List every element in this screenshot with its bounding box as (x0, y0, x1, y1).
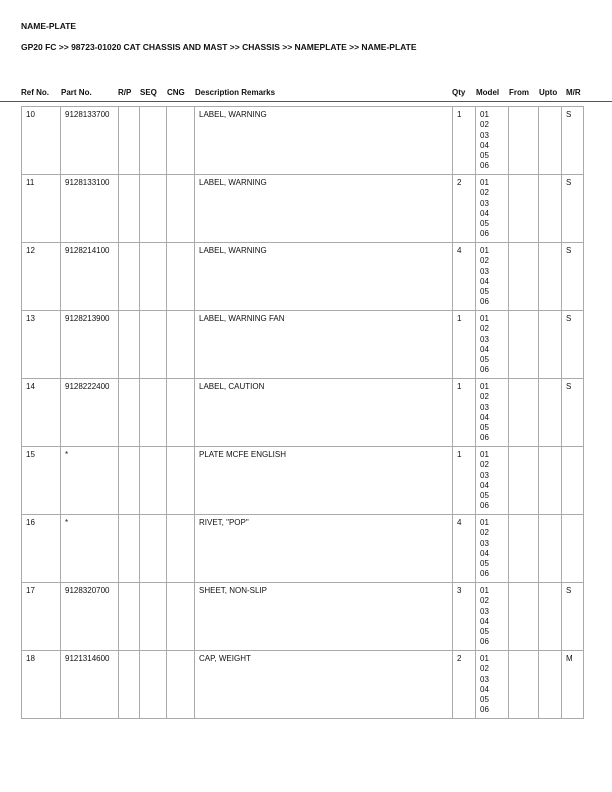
cell-qty: 1 (453, 447, 476, 515)
cell-cng (167, 447, 195, 515)
model-code: 05 (480, 491, 489, 501)
cell-rp (119, 175, 140, 243)
page-title: NAME-PLATE (21, 21, 77, 31)
model-code: 04 (480, 480, 489, 490)
model-code: 01 (480, 450, 489, 459)
cell-seq (140, 447, 167, 515)
cell-upto (539, 311, 562, 379)
cell-ref: 12 (22, 243, 61, 311)
cell-model (476, 311, 509, 379)
cell-qty: 1 (453, 379, 476, 447)
cell-upto (539, 175, 562, 243)
model-code: 01 (480, 178, 489, 187)
cell-mr: S (562, 583, 584, 651)
cell-seq (140, 583, 167, 651)
cell-ref: 11 (22, 175, 61, 243)
cell-from (509, 447, 539, 515)
cell-mr: S (562, 107, 584, 175)
table-header (0, 88, 612, 102)
cell-upto (539, 651, 562, 719)
cell-qty: 1 (453, 311, 476, 379)
cell-desc: LABEL, WARNING FAN (195, 311, 453, 379)
cell-desc: PLATE MCFE ENGLISH (195, 447, 453, 515)
cell-model (476, 107, 509, 175)
model-code: 05 (480, 423, 489, 433)
cell-part: 9128320700 (61, 583, 119, 651)
cell-from (509, 243, 539, 311)
cell-upto (539, 243, 562, 311)
cell-seq (140, 175, 167, 243)
model-code: 06 (480, 501, 489, 511)
cell-cng (167, 107, 195, 175)
table-row (22, 651, 584, 719)
cell-seq (140, 311, 167, 379)
cell-model (476, 583, 509, 651)
model-code: 06 (480, 569, 489, 579)
model-code: 04 (480, 208, 489, 218)
cell-desc: LABEL, WARNING (195, 175, 453, 243)
cell-mr: S (562, 243, 584, 311)
header-rp: R/P (118, 88, 132, 97)
model-code: 06 (480, 433, 489, 443)
cell-qty: 2 (453, 651, 476, 719)
cell-desc: LABEL, WARNING (195, 243, 453, 311)
cell-upto (539, 447, 562, 515)
cell-from (509, 107, 539, 175)
cell-mr: S (562, 311, 584, 379)
cell-mr (562, 447, 584, 515)
cell-rp (119, 311, 140, 379)
cell-cng (167, 175, 195, 243)
cell-seq (140, 379, 167, 447)
cell-desc: SHEET, NON-SLIP (195, 583, 453, 651)
cell-ref: 10 (22, 107, 61, 175)
model-code: 03 (480, 402, 489, 412)
cell-part: * (61, 515, 119, 583)
model-code: 04 (480, 344, 489, 354)
model-code: 03 (480, 674, 489, 684)
model-code: 05 (480, 287, 489, 297)
cell-model (476, 515, 509, 583)
model-code: 02 (480, 596, 489, 606)
cell-from (509, 583, 539, 651)
cell-model (476, 243, 509, 311)
cell-rp (119, 447, 140, 515)
header-mr: M/R (566, 88, 581, 97)
model-code: 02 (480, 256, 489, 266)
cell-ref: 16 (22, 515, 61, 583)
table-row (22, 311, 584, 379)
cell-cng (167, 583, 195, 651)
model-code: 03 (480, 606, 489, 616)
model-code: 05 (480, 695, 489, 705)
model-code: 02 (480, 664, 489, 674)
cell-ref: 14 (22, 379, 61, 447)
cell-desc: LABEL, WARNING (195, 107, 453, 175)
model-code: 01 (480, 382, 489, 391)
model-code: 06 (480, 161, 489, 171)
cell-rp (119, 243, 140, 311)
model-code: 02 (480, 392, 489, 402)
model-code: 03 (480, 130, 489, 140)
cell-qty: 4 (453, 515, 476, 583)
cell-seq (140, 107, 167, 175)
cell-part: 9128214100 (61, 243, 119, 311)
breadcrumb: GP20 FC >> 98723-01020 CAT CHASSIS AND MAST >> CHASSIS >> NAMEPLATE >> NAME-PLATE (21, 42, 417, 52)
model-code: 02 (480, 120, 489, 130)
model-code: 01 (480, 110, 489, 119)
model-code: 06 (480, 637, 489, 647)
cell-mr: M (562, 651, 584, 719)
cell-cng (167, 651, 195, 719)
header-desc: Description Remarks (195, 88, 276, 97)
cell-model (476, 447, 509, 515)
cell-rp (119, 107, 140, 175)
model-code: 03 (480, 334, 489, 344)
cell-rp (119, 583, 140, 651)
table-row (22, 175, 584, 243)
cell-desc: CAP, WEIGHT (195, 651, 453, 719)
cell-mr (562, 515, 584, 583)
model-code: 01 (480, 246, 489, 255)
model-code: 06 (480, 365, 489, 375)
cell-qty: 1 (453, 107, 476, 175)
cell-from (509, 515, 539, 583)
cell-cng (167, 311, 195, 379)
cell-model (476, 651, 509, 719)
model-code: 04 (480, 412, 489, 422)
model-code: 06 (480, 229, 489, 239)
cell-seq (140, 651, 167, 719)
table-row (22, 379, 584, 447)
cell-mr: S (562, 379, 584, 447)
cell-qty: 2 (453, 175, 476, 243)
model-code: 01 (480, 654, 489, 663)
cell-desc: RIVET, "POP" (195, 515, 453, 583)
model-code: 05 (480, 219, 489, 229)
model-code: 02 (480, 188, 489, 198)
cell-desc: LABEL, CAUTION (195, 379, 453, 447)
cell-seq (140, 243, 167, 311)
table-row (22, 447, 584, 515)
header-from: From (509, 88, 529, 97)
cell-cng (167, 379, 195, 447)
cell-part: 9128222400 (61, 379, 119, 447)
model-code: 01 (480, 314, 489, 323)
model-code: 05 (480, 627, 489, 637)
cell-ref: 15 (22, 447, 61, 515)
cell-part: * (61, 447, 119, 515)
model-code: 03 (480, 470, 489, 480)
cell-model (476, 175, 509, 243)
cell-from (509, 175, 539, 243)
cell-upto (539, 107, 562, 175)
table-row (22, 243, 584, 311)
table-row (22, 107, 584, 175)
header-upto: Upto (539, 88, 558, 97)
cell-cng (167, 243, 195, 311)
model-code: 03 (480, 198, 489, 208)
model-code: 04 (480, 140, 489, 150)
model-code: 06 (480, 705, 489, 715)
header-qty: Qty (452, 88, 466, 97)
model-code: 01 (480, 518, 489, 527)
model-code: 05 (480, 559, 489, 569)
cell-upto (539, 379, 562, 447)
model-code: 04 (480, 684, 489, 694)
model-code: 03 (480, 266, 489, 276)
model-code: 01 (480, 586, 489, 595)
table-row (22, 583, 584, 651)
cell-part: 9128133700 (61, 107, 119, 175)
cell-part: 9121314600 (61, 651, 119, 719)
model-code: 03 (480, 538, 489, 548)
cell-cng (167, 515, 195, 583)
model-code: 02 (480, 324, 489, 334)
cell-qty: 4 (453, 243, 476, 311)
cell-rp (119, 651, 140, 719)
cell-part: 9128133100 (61, 175, 119, 243)
header-cng: CNG (167, 88, 185, 97)
model-code: 05 (480, 355, 489, 365)
model-code: 06 (480, 297, 489, 307)
model-code: 04 (480, 276, 489, 286)
cell-upto (539, 515, 562, 583)
cell-mr: S (562, 175, 584, 243)
header-ref: Ref No. (21, 88, 49, 97)
cell-rp (119, 379, 140, 447)
cell-from (509, 651, 539, 719)
model-code: 02 (480, 528, 489, 538)
cell-from (509, 379, 539, 447)
cell-rp (119, 515, 140, 583)
model-code: 05 (480, 151, 489, 161)
model-code: 02 (480, 460, 489, 470)
model-code: 04 (480, 548, 489, 558)
table-row (22, 515, 584, 583)
parts-table (21, 106, 584, 719)
header-seq: SEQ (140, 88, 157, 97)
cell-ref: 18 (22, 651, 61, 719)
cell-from (509, 311, 539, 379)
header-model: Model (476, 88, 500, 97)
cell-seq (140, 515, 167, 583)
model-code: 04 (480, 616, 489, 626)
header-part: Part No. (61, 88, 92, 97)
cell-qty: 3 (453, 583, 476, 651)
cell-ref: 13 (22, 311, 61, 379)
cell-part: 9128213900 (61, 311, 119, 379)
cell-upto (539, 583, 562, 651)
cell-ref: 17 (22, 583, 61, 651)
cell-model (476, 379, 509, 447)
